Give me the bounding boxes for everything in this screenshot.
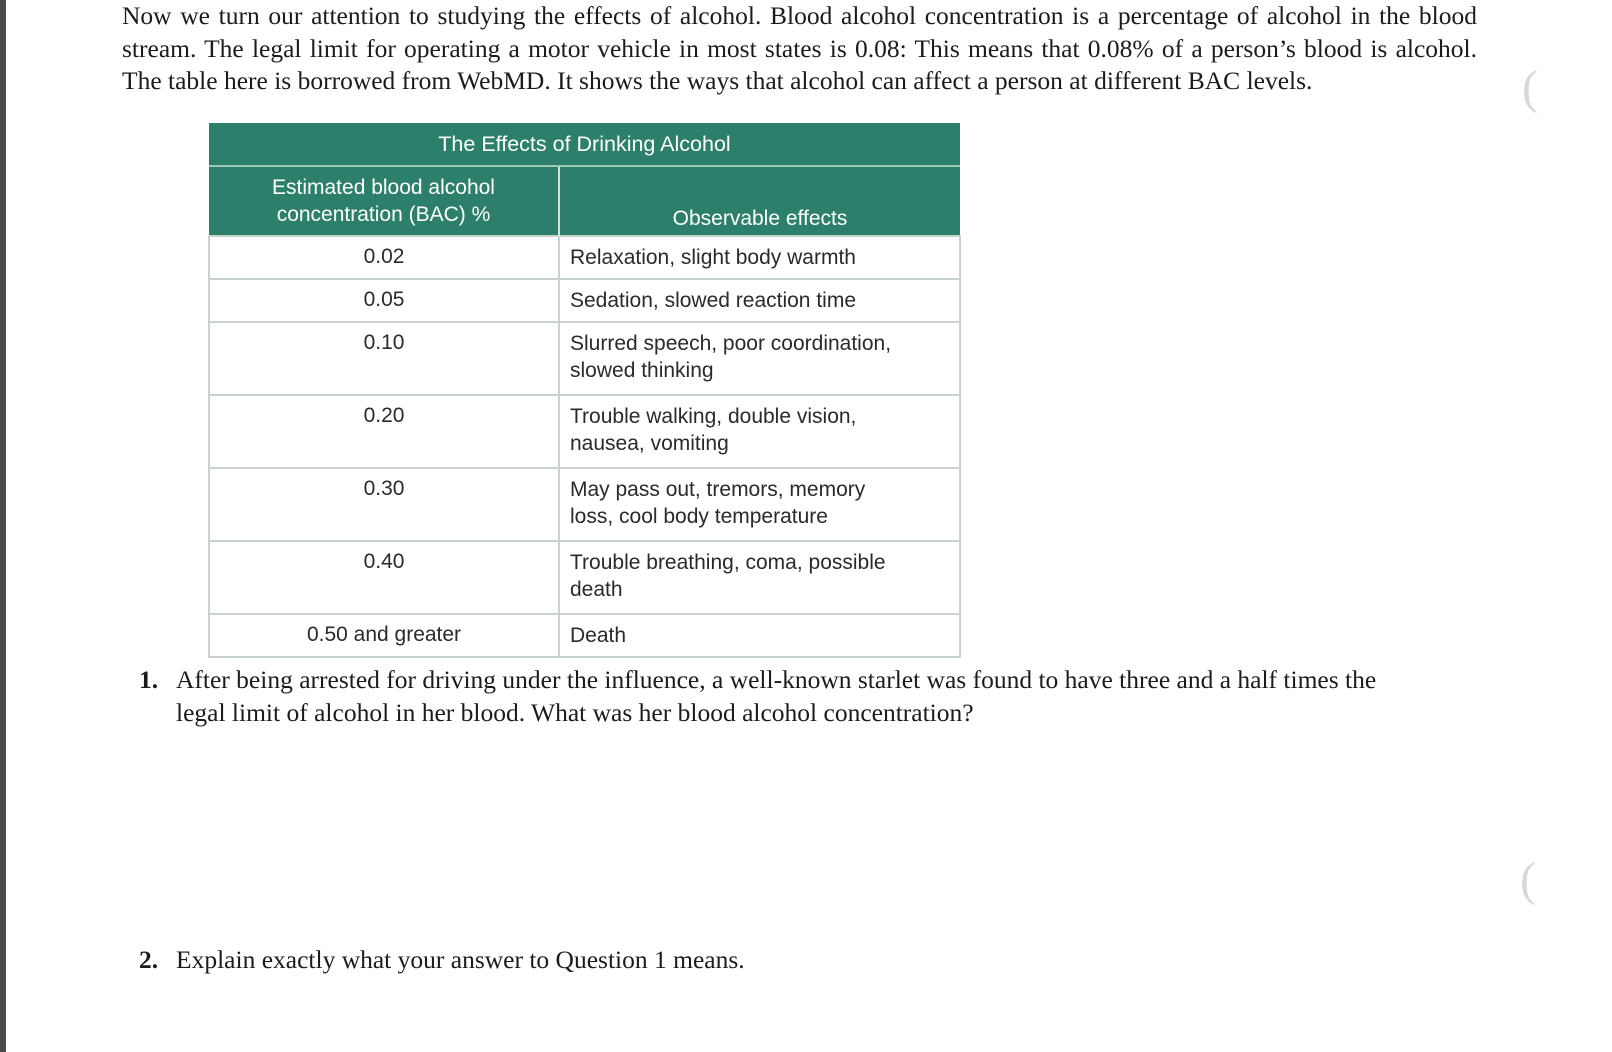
bac-cell: 0.40: [209, 541, 559, 614]
effect-line: Slurred speech, poor coordination,: [570, 332, 892, 355]
table-row: [209, 395, 960, 468]
effect-line: May pass out, tremors, memory: [570, 478, 866, 501]
column-header-bac: [209, 166, 559, 236]
page-left-edge: [0, 0, 6, 1052]
effect-line: slowed thinking: [570, 359, 714, 382]
effect-line: Trouble walking, double vision,: [570, 405, 857, 428]
column-header-effects: Observable effects: [559, 166, 960, 236]
question-line: legal limit of alcohol in her blood. What was her blood alcohol concentration?: [176, 697, 974, 727]
table-row: [209, 614, 960, 657]
column-header-bac-line1: Estimated blood alcohol: [272, 176, 495, 199]
column-header-bac-line2: concentration (BAC) %: [276, 203, 491, 226]
bac-cell: 0.10: [209, 322, 559, 395]
effect-cell: [559, 541, 960, 614]
table-title: The Effects of Drinking Alcohol: [209, 123, 960, 166]
effect-line: loss, cool body temperature: [570, 505, 828, 528]
bac-cell: 0.20: [209, 395, 559, 468]
question-2: [139, 944, 1039, 978]
table-row: [209, 541, 960, 614]
binder-hole-mark-bottom: (: [1520, 853, 1536, 906]
table-row: [209, 322, 960, 395]
bac-cell: 0.50 and greater: [209, 614, 559, 657]
bac-cell: 0.02: [209, 236, 559, 279]
bac-cell: 0.05: [209, 279, 559, 322]
effect-line: nausea, vomiting: [570, 432, 729, 455]
question-text: [176, 664, 1376, 729]
effect-cell: [559, 395, 960, 468]
effect-cell: Relaxation, slight body warmth: [559, 236, 960, 279]
question-number: 1.: [139, 665, 159, 694]
question-1: [139, 664, 1439, 730]
question-number: 2.: [139, 945, 159, 974]
table-row: [209, 279, 960, 322]
effect-line: Trouble breathing, coma, possible: [570, 551, 886, 574]
effects-table-container: [208, 123, 961, 658]
question-text: Explain exactly what your answer to Question 1 means.: [176, 945, 745, 974]
intro-paragraph: Now we turn our attention to studying the effects of alcohol. Blood alcohol concentration is a percentage of alcohol in the blood stream. The legal limit for operating a motor vehicle in most states is 0.08: This means that 0.08% of a person’s blood is alcohol. The table here is borrowed from WebMD. It shows the ways that alcohol can affect a person at different BAC levels.: [122, 1, 1477, 95]
table-row: [209, 468, 960, 541]
effect-cell: [559, 322, 960, 395]
effect-cell: Sedation, slowed reaction time: [559, 279, 960, 322]
effect-line: death: [570, 578, 623, 601]
effect-cell: Death: [559, 614, 960, 657]
question-line: After being arrested for driving under the influence, a well-known starlet was found to have three and a half times the: [176, 665, 1377, 694]
table-row: [209, 236, 960, 279]
binder-hole-mark-top: (: [1522, 61, 1538, 114]
effects-table: [208, 123, 961, 658]
effect-cell: [559, 468, 960, 541]
bac-cell: 0.30: [209, 468, 559, 541]
